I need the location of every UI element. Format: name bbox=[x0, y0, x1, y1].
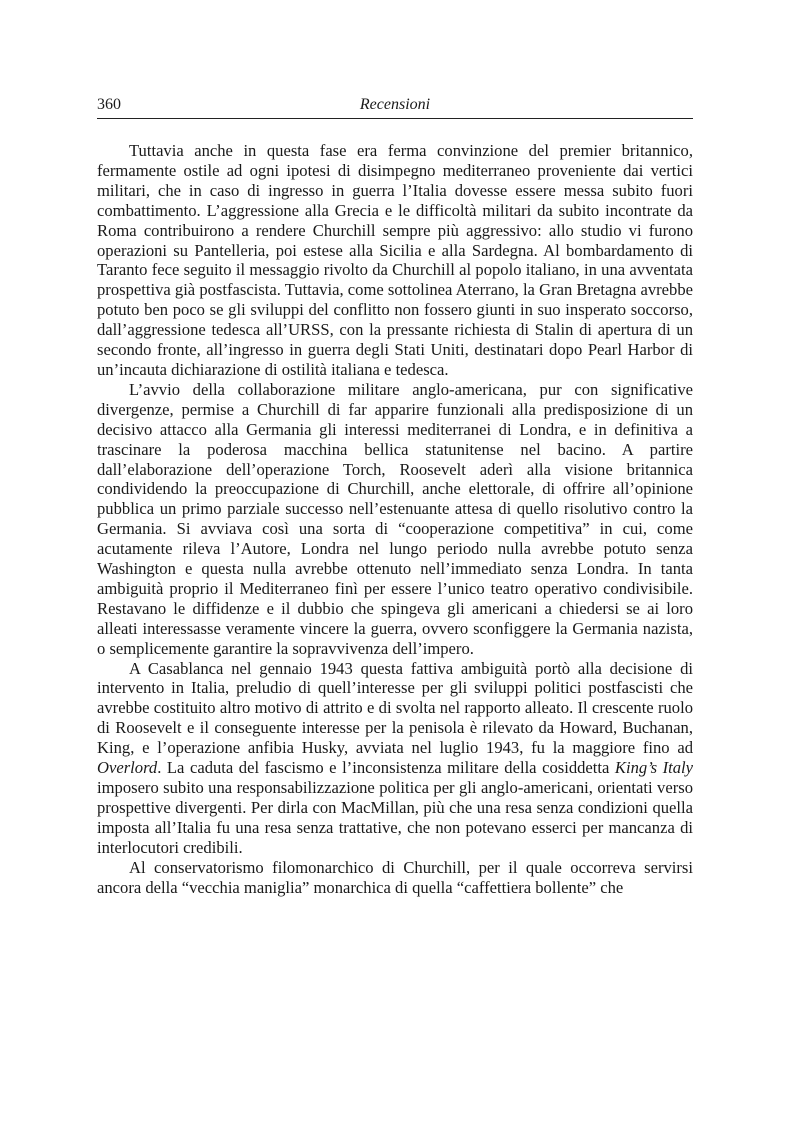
paragraph-2: L’avvio della collaborazione militare anglo-americana, pur con significative divergenze, permise a Churchill di far apparire funzionali alla predisposizione di un decisivo attacco alla Germania gli interessi mediterranei di Londra, e in definitiva a trascinare la poderosa macchina bellica statunitense nel bacino. A partire dall’elaborazione dell’operazione Torch, Roosevelt aderì alla visione britannica condividendo la preoccupazione di Churchill, anche elettorale, di offrire all’opinione pubblica un primo parziale successo nell’estenuante attesa di quello risolutivo contro la Germania. Si avviava così una sorta di “cooperazione competitiva” in cui, come acutamente rileva l’Autore, Londra nel lungo periodo nulla avrebbe potuto senza Washington e questa nulla avrebbe ottenuto nell’immediato senza Londra. In tanta ambiguità proprio il Mediterraneo finì per essere l’unico teatro operativo condivisibile. Restavano le diffidenze e il dubbio che spingeva gli americani a chiedersi se ai loro alleati interessasse veramente vincere la guerra, ovvero sconfiggere la Germania nazista, o semplicemente garantire la sopravvivenza dell’impero. bbox=[97, 379, 693, 658]
paragraph-3-text-c: imposero subito una responsabilizzazione politica per gli anglo-americani, orientati verso prospettive divergenti. Per dirla con MacMillan, più che una resa senza condizioni quella imposta all’Italia fu una resa senza trattative, che non potevano esserci per mancanza di interlocutori credibili. bbox=[97, 778, 693, 857]
paragraph-3-text-b: . La caduta del fascismo e l’inconsistenza militare della cosiddetta bbox=[157, 758, 615, 778]
section-title: Recensioni bbox=[359, 96, 431, 113]
paragraph-3-text-a: A Casablanca nel gennaio 1943 questa fattiva ambiguità portò alla decisione di intervento in Italia, preludio di quell’interesse per gli sviluppi politici postfascisti che avrebbe costituito altro motivo di attrito e di svolta nel rapporto alleato. Il crescente ruolo di Roosevelt e il conseguente interesse per la penisola è rilevato da Howard, Buchanan, King, e l’operazione anfibia Husky, avviata nel luglio 1943, fu la maggiore fino ad bbox=[97, 658, 693, 758]
page-number: 360 bbox=[97, 96, 121, 113]
italic-overlord: Overlord bbox=[97, 758, 158, 778]
paragraph-1: Tuttavia anche in questa fase era ferma convinzione del premier britannico, fermamente ostile ad ogni ipotesi di disimpegno mediterraneo proveniente dai vertici militari, che in caso di ingresso in guerra l’Italia dovesse essere messa subito fuori combattimento. L’aggressione alla Grecia e le difficoltà militari da subito incontrate da Roma contribuirono a rendere Churchill sempre più aggressivo: allo studio vi furono operazioni su Pantelleria, poi estese alla Sicilia e alla Sardegna. Al bombardamento di Taranto fece seguito il messaggio rivolto da Churchill al popolo italiano, in una avventata prospettiva già postfascista. Tuttavia, come sottolinea Aterrano, la Gran Bretagna avrebbe potuto ben poco se gli sviluppi del conflitto non fossero giunti in suo insperato soccorso, dall’aggressione tedesca all’URSS, con la pressante richiesta di Stalin di apertura di un secondo fronte, all’ingresso in guerra degli Stati Uniti, destinatari dopo Pearl Harbor di un’incauta dichiarazione di ostilità italiana e tedesca. bbox=[97, 141, 693, 379]
body-text bbox=[97, 141, 693, 897]
page bbox=[97, 94, 693, 897]
paragraph-4: Al conservatorismo filomonarchico di Churchill, per il quale occorreva servirsi ancora della “vecchia maniglia” monarchica di quella “caffettiera bollente” che bbox=[97, 857, 693, 897]
running-head bbox=[97, 94, 693, 119]
italic-kings-italy: King’s Italy bbox=[614, 758, 693, 778]
paragraph-3 bbox=[97, 659, 693, 858]
